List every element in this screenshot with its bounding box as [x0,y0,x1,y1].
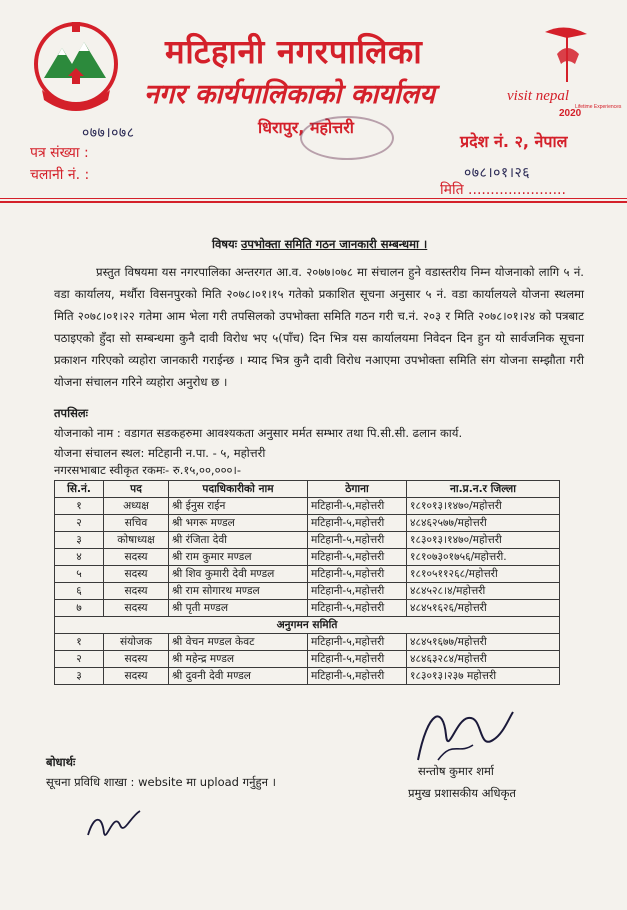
cell-address: मटिहानी-५,महोत्तरी [308,634,407,651]
cell-post: अध्यक्ष [104,498,169,515]
table-row [55,566,560,583]
cell-sn: २ [55,651,104,668]
cell-sn: ५ [55,566,104,583]
tapasil-label: तपसिलः [54,406,88,420]
table-row [55,549,560,566]
cell-name: श्री महेन्द्र मण्डल [169,651,308,668]
monitoring-committee-title: अनुगमन समिति [55,617,560,634]
cell-address: मटिहानी-५,महोत्तरी [308,498,407,515]
initial-signature [84,805,144,845]
subject-prefix: विषयः [212,237,238,251]
cell-address: मटिहानी-५,महोत्तरी [308,668,407,685]
cell-name: श्री भगरू मण्डल [169,515,308,532]
cell-address: मटिहानी-५,महोत्तरी [308,651,407,668]
subject-line [212,237,427,252]
cell-post: सदस्य [104,566,169,583]
cell-citizenship: १८३०१३।२३७ महोत्तरी [407,668,560,685]
cell-post: सदस्य [104,651,169,668]
cell-address: मटिहानी-५,महोत्तरी [308,566,407,583]
province-label: प्रदेश नं. २, नेपाल [460,132,568,151]
cell-post: सदस्य [104,583,169,600]
bodharth-label: बोधार्थः [46,755,76,769]
visit-nepal-logo [505,24,622,120]
cell-address: मटिहानी-५,महोत्तरी [308,532,407,549]
cell-name: श्री राम सोगारथ मण्डल [169,583,308,600]
letterhead-rule-top [0,198,627,199]
cell-citizenship: १८३०१३।१४७०/महोत्तरी [407,532,560,549]
col-header-address: ठेगाना [308,481,407,498]
table-row [55,583,560,600]
cell-sn: १ [55,498,104,515]
cell-name: श्री ईनुस राईन [169,498,308,515]
cell-citizenship: ४८४५१६७७/महोत्तरी [407,634,560,651]
patra-sankhya-label: पत्र संख्या : [30,145,89,161]
cell-name: श्री शिव कुमारी देवी मण्डल [169,566,308,583]
col-header-name: पदाधिकारीको नाम [169,481,308,498]
cell-post: कोषाध्यक्ष [104,532,169,549]
signatory-name: सन्तोष कुमार शर्मा [418,764,494,778]
cell-citizenship: १८१०१३।१४७०/महोत्तरी [407,498,560,515]
fiscal-year-handwritten: ०७७।०७८ [82,125,135,141]
cell-sn: ३ [55,532,104,549]
cell-address: मटिहानी-५,महोत्तरी [308,583,407,600]
cell-citizenship: ४८४६३२८४/महोत्तरी [407,651,560,668]
table-header-row [55,481,560,498]
letterhead-rule-bottom [0,201,627,203]
cell-name: श्री वेचन मण्डल केवट [169,634,308,651]
cell-name: श्री पृती मण्डल [169,600,308,617]
cell-post: संयोजक [104,634,169,651]
officer-signature [398,700,518,770]
cell-citizenship: ४८४५१६२६/महोत्तरी [407,600,560,617]
cell-sn: ७ [55,600,104,617]
project-location: योजना संचालन स्थल: मटिहानी न.पा. - ५, महोत्तरी [54,446,266,460]
approved-amount: नगरसभाबाट स्वीकृत रकमः- रु.१५,००,०००।- [54,463,242,477]
cell-address: मटिहानी-५,महोत्तरी [308,549,407,566]
cell-sn: ३ [55,668,104,685]
cell-name: श्री दुवनी देवी मण्डल [169,668,308,685]
table-row [55,498,560,515]
cell-citizenship: ४८४५२८।४/महोत्तरी [407,583,560,600]
cell-name: श्री राम कुमार मण्डल [169,549,308,566]
table-row [55,651,560,668]
table-row [55,532,560,549]
cell-post: सचिव [104,515,169,532]
office-stamp [300,116,394,160]
cell-name: श्री रंजिता देवी [169,532,308,549]
monitoring-title-row [55,617,560,634]
col-header-post: पद [104,481,169,498]
government-emblem-icon [28,18,124,118]
cell-post: सदस्य [104,600,169,617]
visit-nepal-logo-year: 2020 [559,108,582,119]
visit-nepal-logo-text: visit nepal [507,88,570,104]
table-row [55,600,560,617]
cell-citizenship: १८१०७३०१७५६/महोत्तरी. [407,549,560,566]
cell-sn: ६ [55,583,104,600]
table-row [55,515,560,532]
committee-table-wrapper [54,480,560,685]
project-name: योजनाको नाम : वडागत सडकहरुमा आवश्यकता अनुसार मर्मत सम्भार तथा पि.सी.सी. ढलान कार्य. [54,426,463,440]
cell-post: सदस्य [104,549,169,566]
table-row [55,668,560,685]
cell-post: सदस्य [104,668,169,685]
cell-address: मटिहानी-५,महोत्तरी [308,515,407,532]
subject-text: उपभोक्ता समिति गठन जानकारी सम्बन्धमा । [241,237,428,251]
col-header-citizenship: ना.प्र.न.र जिल्ला [407,481,560,498]
signatory-designation: प्रमुख प्रशासकीय अधिकृत [408,786,516,800]
date-handwritten: ०७८।०१।२६ [464,165,531,181]
cell-sn: २ [55,515,104,532]
office-name: नगर कार्यपालिकाको कार्यालय [144,79,435,110]
col-header-sn: सि.नं. [55,481,104,498]
visit-nepal-logo-tagline: Lifetime Experiences [575,104,622,110]
cell-sn: ४ [55,549,104,566]
date-label: मिति ...................... [440,182,566,198]
chalani-number-label: चलानी नं. : [30,167,90,183]
notice-body-paragraph: प्रस्तुत विषयमा यस नगरपालिका अन्तरगत आ.व. २०७७।०७८ मा संचालन हुने वडास्तरीय निम्न योजनाको लागि ५ नं. वडा कार्यालय, मर्थौरा विसनपुरको मिति २०७८।०१।१५ गतेको प्रकाशित सूचना अनुसार ५ नं. वडा कार्यालयले योजना स्थलमा मिति २०७८।०१।२२ गतेमा आम भेला गरी तपसिलको उपभोक्ता समिति गठन गरी च.नं. २०३ र मिति २०७८।०१।२४ को पत्रबाट पठाइएको हुँदा सो सम्बन्धमा कुनै दावी विरोध भए ५(पाँच) दिन भित्र यस कार्यालयमा निवेदन दिन हुन यो सार्वजनिक सूचना प्रकाशन गरिएको व्यहोरा जानकारी गराईन्छ । म्याद भित्र कुनै दावी विरोध नआएमा उपभोक्ता समिति संग योजना सम्झौता गरी योजना संचालन गरिने व्यहोरा अनुरोध छ । [54,265,584,389]
office-address: धिरापुर, महोत्तरी [258,118,354,137]
cell-address: मटिहानी-५,महोत्तरी [308,600,407,617]
table-row [55,634,560,651]
cell-citizenship: १८१०५११२६८/महोत्तरी [407,566,560,583]
cell-sn: १ [55,634,104,651]
cell-citizenship: ४८४६२५७७/महोत्तरी [407,515,560,532]
it-section-note: सूचना प्रविधि शाखा : website मा upload गर्नुहुन । [46,775,276,789]
municipality-name: मटिहानी नगरपालिका [165,32,423,71]
committee-table [54,480,560,685]
